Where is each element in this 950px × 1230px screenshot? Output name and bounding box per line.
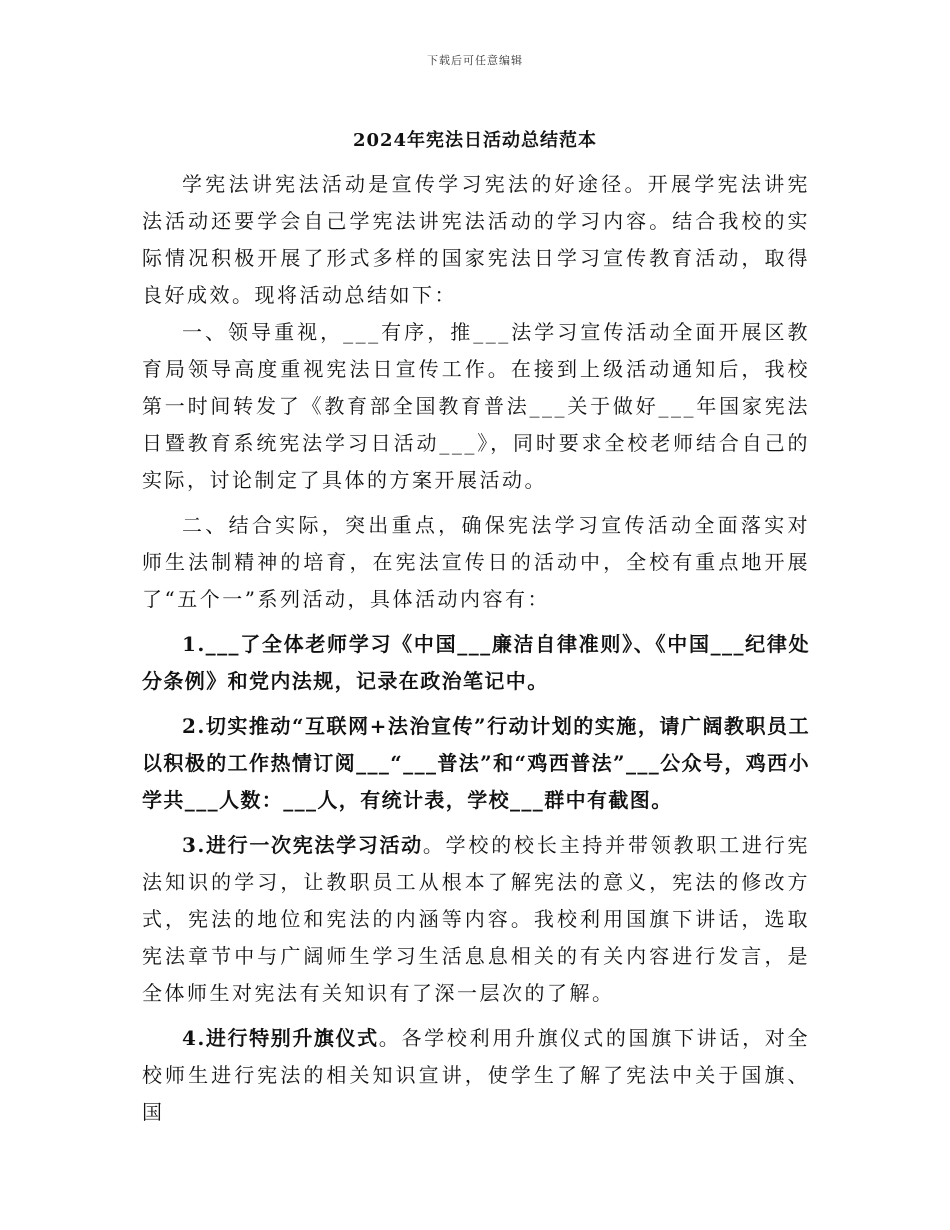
paragraph-item-1: 1.___了全体老师学习《中国___廉洁自律准则》、《中国___纪律处分条例》和党内法规，记录在政治笔记中。 bbox=[142, 632, 810, 693]
item-4-heading: 4.进行特别升旗仪式 bbox=[182, 1026, 379, 1050]
header-note: 下载后可任意编辑 bbox=[427, 54, 523, 67]
document-title: 2024年宪法日活动总结范本 bbox=[352, 130, 598, 151]
paragraph-section-2: 二、结合实际，突出重点，确保宪法学习宣传活动全面落实对师生法制精神的培育，在宪法宣传日的活动中，全校有重点地开展了“五个一”系列活动，具体活动内容有： bbox=[142, 513, 810, 611]
paragraph-section-1: 一、领导重视，___有序，推___法学习宣传活动全面开展区教育局领导高度重视宪法日宣传工作。在接到上级活动通知后，我校第一时间转发了《教育部全国教育普法___关于做好___年国家宪法日暨教育系统宪法学习日活动___》，同时要求全校老师结合自己的实际，讨论制定了具体的方案开展活动。 bbox=[142, 320, 810, 492]
item-3-text: 。学校的校长主持并带领教职工进行宪法知识的学习，让教职员工从根本了解宪法的意义，宪法的修改方式，宪法的地位和宪法的内涵等内容。我校利用国旗下讲话，选取宪法章节中与广阔师生学习生活息息相关的有关内容进行发言，是全体师生对宪法有关知识有了深一层次的了解。 bbox=[142, 833, 811, 1005]
paragraph-item-4 bbox=[142, 1020, 810, 1131]
paragraph-intro: 学宪法讲宪法活动是宣传学习宪法的好途径。开展学宪法讲宪法活动还要学会自己学宪法讲宪法活动的学习内容。结合我校的实际情况积极开展了形式多样的国家宪法日学习宣传教育活动，取得良好成效。现将活动总结如下： bbox=[142, 172, 810, 307]
paragraph-item-2: 2.切实推动“互联网+法治宣传”行动计划的实施，请广阔教职员工以积极的工作热情订阅___“___普法”和“鸡西普法”___公众号，鸡西小学共___人数：___人，有统计表，学校___群中有截图。 bbox=[142, 714, 810, 812]
document-body bbox=[142, 166, 810, 1131]
paragraph-item-3 bbox=[142, 827, 810, 1012]
item-3-heading: 3.进行一次宪法学习活动 bbox=[182, 833, 423, 857]
item-4-text: 。各学校利用升旗仪式的国旗下讲话，对全校师生进行宪法的相关知识宣讲，使学生了解了宪法中关于国旗、国 bbox=[142, 1026, 810, 1124]
